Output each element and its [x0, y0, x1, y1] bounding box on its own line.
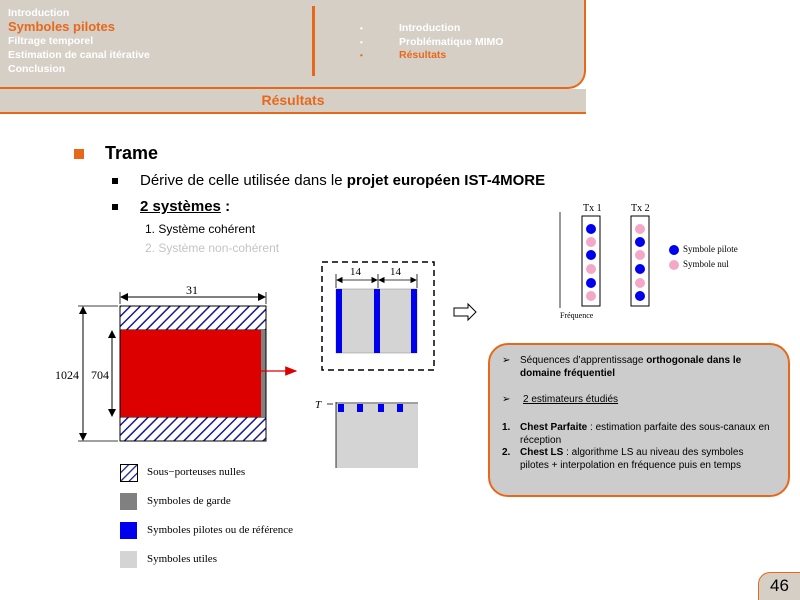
dim-1024-label: 1024 [55, 368, 79, 382]
nav-item-estimation[interactable]: Estimation de canal itérative [8, 49, 150, 61]
tx2-label: Tx 2 [631, 203, 650, 214]
data-symbols-block [120, 330, 261, 417]
guard-symbols-column [261, 330, 266, 417]
frequency-label: Fréquence [560, 311, 594, 320]
arrow-bullet-icon: ➢ [502, 355, 511, 366]
dim-14-label: 14 [350, 266, 361, 278]
pilot-column [374, 289, 380, 353]
heading-trame: Trame [105, 143, 159, 163]
info-item-text: Séquences d’apprentissage orthogonale dans le domaine fréquentiel [520, 355, 742, 379]
pilot-symbol [635, 291, 645, 301]
bullet-icon: • [360, 37, 363, 47]
zoom-block-left [336, 289, 378, 353]
number-1: 1. [502, 422, 511, 433]
null-symbol [586, 291, 596, 301]
legend-swatch-data [120, 551, 137, 568]
nav-item-introduction[interactable]: Introduction [8, 7, 70, 19]
bullet-derive-text: Dérive de celle utilisée dans le projet européen IST-4MORE [140, 172, 546, 189]
null-symbol [586, 237, 596, 247]
pilot-symbol [635, 237, 645, 247]
pilot-cell [378, 404, 384, 412]
nav-item-filtrage-temporel[interactable]: Filtrage temporel [8, 35, 94, 47]
pilot-symbol [586, 278, 596, 288]
pilot-cell [357, 404, 363, 412]
bullet-icon: • [360, 24, 363, 33]
nav-item-symboles-pilotes[interactable]: Symboles pilotes [8, 19, 115, 34]
legend-null-label: Symbole nul [683, 259, 729, 269]
sub-item-non-coherent: 2. Système non-cohérent [145, 241, 280, 255]
null-subcarriers-top [120, 306, 266, 330]
legend-swatch-pilot [120, 522, 137, 539]
info-item-chest-ls [490, 447, 780, 472]
number-2: 2. [502, 447, 511, 458]
dim-14-label: 14 [390, 266, 401, 278]
info-item-text: Chest Parfaite : estimation parfaite des sous-canaux en réception [520, 422, 770, 446]
info-box [488, 343, 790, 497]
null-symbol [635, 278, 645, 288]
nav-sub-label: Problématique MIMO [399, 35, 504, 48]
sub-item-coherent: 1. Système cohérent [145, 222, 256, 236]
legend-label-data: Symboles utiles [147, 553, 217, 565]
legend-pilot-label: Symbole pilote [683, 244, 738, 254]
legend-null-symbol [669, 260, 679, 270]
legend-swatch-guard [120, 493, 137, 510]
t-label: T [315, 399, 322, 411]
dim-704-label: 704 [91, 368, 109, 382]
info-item-text: Chest LS : algorithme LS au niveau des symboles pilotes + interpolation en fréquence puis en temps [520, 447, 744, 471]
info-item-estimateurs [490, 394, 780, 407]
pilot-column [411, 289, 417, 353]
pilot-symbol [635, 264, 645, 274]
nav-sub-label: Résultats [399, 49, 447, 61]
nav-sub-label: Introduction [399, 22, 461, 34]
tx1-label: Tx 1 [583, 203, 602, 214]
pilot-column [336, 289, 342, 353]
null-subcarriers-bottom [120, 417, 266, 441]
section-title: Résultats [261, 92, 325, 108]
info-item-sequences [490, 355, 780, 380]
info-item-text: 2 estimateurs étudiés [523, 394, 619, 405]
pilot-cell [397, 404, 403, 412]
bullet-systemes-text: 2 systèmes : [140, 198, 231, 215]
info-item-chest-parfaite [490, 422, 780, 447]
page-number: 46 [758, 572, 800, 600]
null-symbol [635, 250, 645, 260]
arrow-bullet-icon: ➢ [502, 394, 511, 405]
null-symbol [586, 264, 596, 274]
bullet-icon: • [360, 51, 363, 60]
legend-label-pilot: Symboles pilotes ou de référence [147, 524, 294, 536]
pilot-symbol [586, 250, 596, 260]
dim-31-label: 31 [186, 283, 198, 297]
nav-item-conclusion[interactable]: Conclusion [8, 63, 66, 75]
null-symbol [635, 224, 645, 234]
pilot-cell [338, 404, 344, 412]
pilot-symbol [586, 224, 596, 234]
hollow-right-arrow-icon [454, 304, 476, 320]
legend-swatch-null [120, 464, 138, 482]
detail-block [336, 404, 418, 468]
legend-pilot-symbol [669, 245, 679, 255]
legend-label-null: Sous−porteuses nulles [147, 466, 246, 478]
legend-label-guard: Symboles de garde [147, 495, 231, 507]
